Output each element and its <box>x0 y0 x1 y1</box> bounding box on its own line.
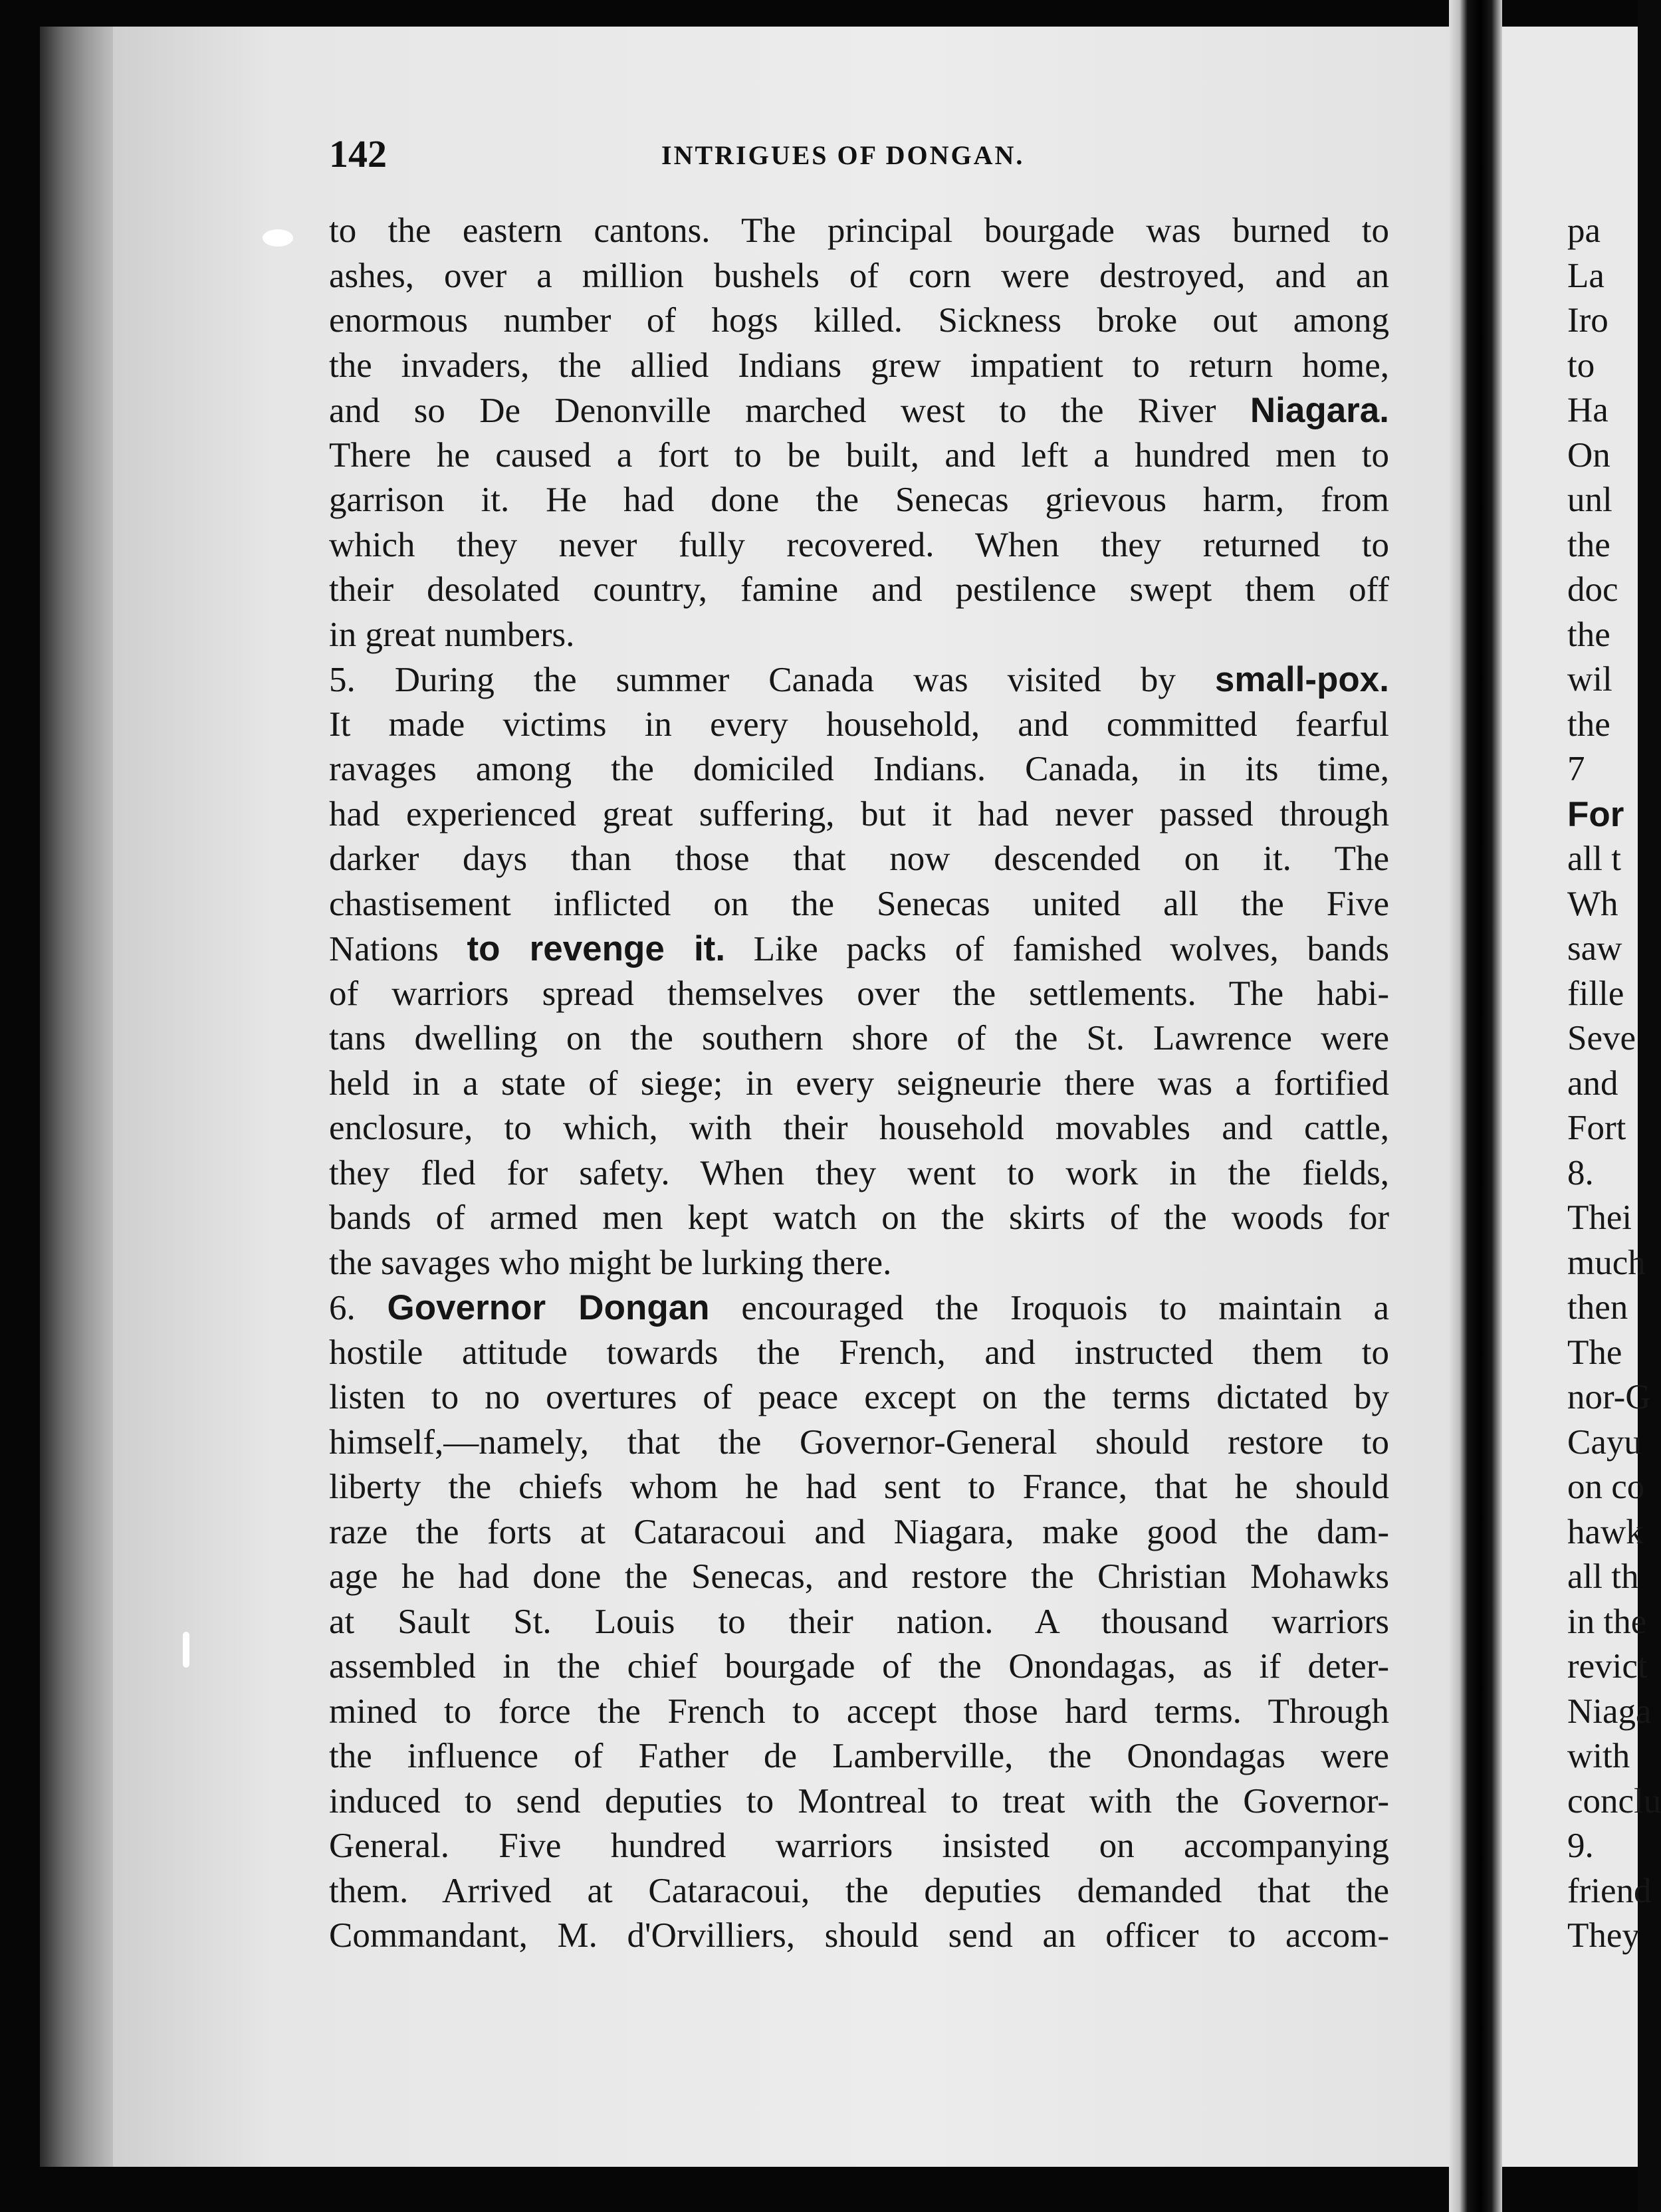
running-head <box>329 132 1392 178</box>
text-line <box>329 1061 1389 1107</box>
text-line <box>329 1644 1389 1690</box>
text-line <box>329 1600 1389 1645</box>
text-run: General. Five hundred warriors insisted on accompanying <box>329 1826 1389 1865</box>
facing-page-line: nor-G <box>1567 1378 1651 1416</box>
text-run: the invaders, the allied Indians grew impatient to return home, <box>329 346 1389 385</box>
scan-speck <box>263 229 293 247</box>
text-run: to the eastern cantons. The principal bourgade was burned to <box>329 211 1389 250</box>
facing-page-fragment <box>1502 27 1661 2167</box>
text-run: ashes, over a million bushels of corn were destroyed, and an <box>329 256 1389 295</box>
facing-page-line: on co <box>1567 1468 1645 1506</box>
text-line <box>329 1465 1389 1510</box>
text-run: of warriors spread themselves over the settlements. The habi- <box>329 974 1389 1013</box>
facing-page-line: to <box>1567 346 1595 385</box>
text-run: ravages among the domiciled Indians. Canada, in its time, <box>329 750 1389 788</box>
facing-page-line: Iro <box>1567 301 1608 340</box>
facing-page-line: friend <box>1567 1871 1652 1910</box>
facing-page-text <box>1567 209 1660 1959</box>
text-line <box>329 1824 1389 1869</box>
bold-term: to revenge it. <box>467 929 726 968</box>
body-text <box>329 209 1389 1959</box>
facing-page-line: Ha <box>1567 391 1608 429</box>
facing-page-line: The <box>1567 1333 1622 1372</box>
facing-page-line: Thei <box>1567 1198 1632 1237</box>
text-line <box>329 1690 1389 1735</box>
text-run: the savages who might be lurking there. <box>329 1243 892 1282</box>
text-run: assembled in the chief bourgade of the Onondagas, as if deter- <box>329 1647 1389 1686</box>
facing-page-line: On <box>1567 435 1610 475</box>
facing-page-line: the <box>1567 525 1610 564</box>
text-line <box>329 568 1389 613</box>
text-line <box>329 747 1389 792</box>
facing-page-line: fille <box>1567 974 1624 1013</box>
facing-page-line: unl <box>1567 481 1612 519</box>
text-run: encouraged the Iroquois to maintain a <box>709 1289 1389 1327</box>
facing-page-line: conclu <box>1567 1781 1661 1821</box>
text-run: Like packs of famished wolves, bands <box>725 930 1389 968</box>
text-line <box>329 1106 1389 1151</box>
text-line <box>329 388 1389 433</box>
text-line <box>329 1734 1389 1779</box>
text-run: hostile attitude towards the French, and instructed them to <box>329 1333 1389 1372</box>
facing-page-line: doc <box>1567 570 1618 609</box>
text-run: they fled for safety. When they went to work in the fields, <box>329 1153 1389 1192</box>
facing-page-line: They <box>1567 1916 1640 1955</box>
text-run: mined to force the French to accept those hard terms. Through <box>329 1692 1389 1731</box>
text-line <box>329 344 1389 389</box>
facing-page-line: in the <box>1567 1602 1647 1641</box>
facing-page-line: wil <box>1567 660 1612 699</box>
facing-page-line: then <box>1567 1288 1628 1327</box>
text-run: Nations <box>329 930 467 968</box>
text-line <box>329 882 1389 927</box>
book-gutter <box>1449 0 1502 2212</box>
text-run: tans dwelling on the southern shore of the St. Lawrence were <box>329 1019 1389 1057</box>
text-line <box>329 1420 1389 1466</box>
facing-page-line: all th <box>1567 1557 1639 1596</box>
facing-page-line: 7 <box>1567 750 1585 788</box>
bold-term: Niagara. <box>1250 391 1389 430</box>
facing-page-line: and <box>1567 1063 1618 1103</box>
bold-term: Governor Dongan <box>387 1288 710 1327</box>
facing-page-line: saw <box>1567 929 1622 968</box>
text-run: garrison it. He had done the Senecas grievous harm, from <box>329 481 1389 519</box>
text-line <box>329 298 1389 344</box>
text-run: their desolated country, famine and pestilence swept them off <box>329 570 1389 609</box>
facing-page-line: all t <box>1567 839 1621 878</box>
text-run: bands of armed men kept watch on the skirts of the woods for <box>329 1198 1389 1237</box>
text-run: them. Arrived at Cataracoui, the deputies demanded that the <box>329 1871 1389 1910</box>
text-line <box>329 1555 1389 1600</box>
text-line <box>329 972 1389 1017</box>
text-line <box>329 1869 1389 1914</box>
page-number: 142 <box>329 132 387 175</box>
text-line <box>329 1285 1389 1331</box>
text-line <box>329 1914 1389 1959</box>
text-line <box>329 613 1389 658</box>
text-run: There he caused a fort to be built, and left a hundred men to <box>329 435 1389 475</box>
facing-page-line: the <box>1567 705 1610 744</box>
facing-page-line: La <box>1567 256 1605 295</box>
text-line <box>329 657 1389 703</box>
text-run: at Sault St. Louis to their nation. A thousand warriors <box>329 1602 1389 1641</box>
text-line <box>329 1331 1389 1376</box>
facing-page-line: Wh <box>1567 884 1618 923</box>
text-line <box>329 1151 1389 1196</box>
text-line <box>329 209 1389 254</box>
facing-page-line: revict <box>1567 1647 1648 1686</box>
text-run: 5. During the summer Canada was visited by <box>329 661 1215 699</box>
facing-page-line: Fort <box>1567 1109 1626 1147</box>
text-line <box>329 1510 1389 1555</box>
text-run: age he had done the Senecas, and restore the Christian Mohawks <box>329 1557 1389 1596</box>
text-line <box>329 478 1389 523</box>
text-run: held in a state of siege; in every seigneurie there was a fortified <box>329 1063 1389 1103</box>
text-run: raze the forts at Cataracoui and Niagara, make good the dam- <box>329 1512 1389 1551</box>
text-line <box>329 1016 1389 1061</box>
running-title: INTRIGUES OF DONGAN. <box>661 140 1025 170</box>
scan-speck <box>183 1632 189 1668</box>
facing-page-line: For <box>1567 794 1624 834</box>
text-run: listen to no overtures of peace except on the terms dictated by <box>329 1378 1389 1416</box>
text-run: induced to send deputies to Montreal to treat with the Governor- <box>329 1781 1389 1821</box>
text-run: the influence of Father de Lamberville, the Onondagas were <box>329 1737 1389 1775</box>
text-run: 6. <box>329 1289 388 1327</box>
facing-page-line: much <box>1567 1243 1646 1282</box>
text-line <box>329 837 1389 882</box>
facing-page-line: the <box>1567 615 1610 654</box>
text-run: in great numbers. <box>329 615 575 654</box>
text-run: It made victims in every household, and committed fearful <box>329 705 1389 744</box>
text-run: enormous number of hogs killed. Sickness broke out among <box>329 301 1389 340</box>
facing-page-line: Niaga <box>1567 1692 1652 1731</box>
text-line <box>329 523 1389 568</box>
facing-page-line: 8. <box>1567 1153 1594 1192</box>
text-line <box>329 792 1389 837</box>
text-run: liberty the chiefs whom he had sent to France, that he should <box>329 1468 1389 1506</box>
text-run: and so De Denonville marched west to the River <box>329 391 1250 430</box>
text-run: had experienced great suffering, but it had never passed through <box>329 794 1389 833</box>
text-line <box>329 433 1389 479</box>
facing-page-line: 9. <box>1567 1826 1594 1865</box>
text-line <box>329 1196 1389 1241</box>
page-stack-edge <box>40 27 120 2167</box>
text-line <box>329 1375 1389 1420</box>
book-page <box>113 27 1449 2167</box>
bold-term: small-pox. <box>1214 660 1389 699</box>
text-run: himself,—namely, that the Governor-General should restore to <box>329 1422 1389 1462</box>
facing-page-line: Seve <box>1567 1019 1636 1057</box>
facing-page-line: hawk <box>1567 1512 1644 1551</box>
facing-page-line: with <box>1567 1737 1630 1775</box>
text-line <box>329 1779 1389 1825</box>
text-line <box>329 927 1389 972</box>
text-run: darker days than those that now descended on it. The <box>329 839 1389 878</box>
text-line <box>329 1241 1389 1286</box>
facing-page-line: Cayu <box>1567 1422 1642 1462</box>
text-run: enclosure, to which, with their household movables and cattle, <box>329 1109 1389 1147</box>
text-line <box>329 703 1389 748</box>
text-line <box>329 254 1389 299</box>
facing-page-line: pa <box>1567 211 1601 250</box>
text-run: chastisement inflicted on the Senecas united all the Five <box>329 884 1389 923</box>
text-run: which they never fully recovered. When they returned to <box>329 525 1389 564</box>
text-run: Commandant, M. d'Orvilliers, should send an officer to accom- <box>329 1916 1389 1955</box>
